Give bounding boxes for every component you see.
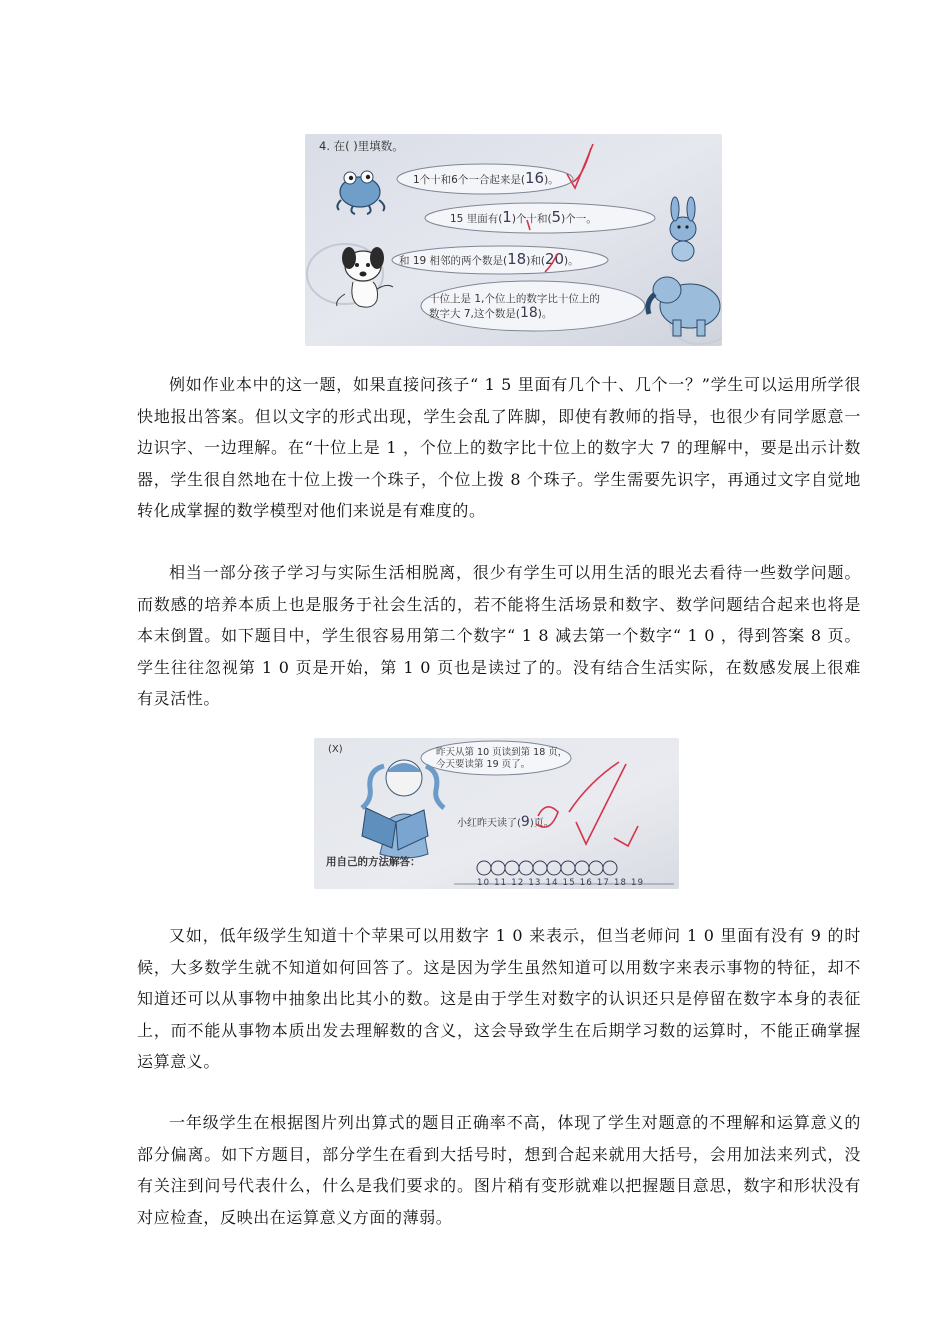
- fig2-bubble-line2: 今天要读第 19 页了。: [436, 759, 531, 770]
- worksheet-photo-reading-pages: [314, 738, 679, 889]
- fig2-method-label: 用自己的方法解答：: [326, 856, 421, 868]
- worksheet-photo-drawing: [305, 134, 722, 346]
- fig1-bubble3-b: )和(: [526, 255, 545, 267]
- fig2-question-a: 小红昨天读了(: [457, 818, 521, 829]
- fig1-bubble3-a: 和 19 相邻的两个数是(: [399, 255, 508, 267]
- fig1-bubble4-line2-a: 数字大 7,这个数是(: [429, 308, 520, 320]
- fig1-bubble3-c: )。: [564, 255, 579, 267]
- paragraph-4: 一年级学生在根据图片列出算式的题目正确率不高，体现了学生对题意的不理解和运算意义的部分偏离。如下方题目，部分学生在看到大括号时，想到合起来就用大括号，会用加法来列式，没有关注到问号代表什么，什么是我们要求的。图片稍有变形就难以把握题目意思，数字和形状没有对应检查，反映出在运算意义方面的薄弱。: [137, 1113, 861, 1227]
- fig1-bubble1-answer: 16: [524, 169, 545, 187]
- svg-text:数字大 7,这个数是(18)。: [429, 305, 552, 321]
- fig1-bubble2-answer1: 1: [502, 208, 512, 226]
- fig1-bubble4-answer: 18: [519, 305, 538, 321]
- paragraph-2: 相当一部分孩子学习与实际生活相脱离，很少有学生可以用生活的眼光去看待一些数学问题。而数感的培养本质上也是服务于社会生活的，若不能将生活场景和数字、数学问题结合起来也将是本末倒置。如下题目中，学生很容易用第二个数字“ 1 8 减去第一个数字“ 1 0 ，得到答案 8 页。学生往往忽视第 1 0 页是开始，第 1 0 页也是读过了的。没有结合生活实际，在数感发展上很难有灵活性。: [137, 563, 861, 708]
- fig1-heading: 4. 在( )里填数。: [319, 139, 404, 153]
- fig2-question-b: )页。: [529, 818, 554, 829]
- fig1-bubble2-c: )个一。: [561, 213, 597, 225]
- worksheet-photo-fill-in-numbers: [305, 134, 722, 346]
- worksheet-photo-drawing-2: [314, 738, 679, 889]
- fig2-work-numbers: 10 11 12 13 14 15 16 17 18 19: [477, 878, 645, 888]
- fig2-question-answer: 9: [520, 814, 530, 830]
- paragraph-1: 例如作业本中的这一题，如果直接问孩子“ 1 5 里面有几个十、几个一？”学生可以运用所学很快地报出答案。但以文字的形式出现，学生会乱了阵脚，即使有教师的指导，也很少有同学愿意一边识字、一边理解。在“十位上是 1 ，个位上的数字比十位上的数字大 7 的理解中，要是出示计数器，学生很自然地在十位上拨一个珠子，个位上拨 8 个珠子。学生需要先识字，再通过文字自觉地转化成掌握的数学模型对他们来说是有难度的。: [137, 375, 861, 520]
- fig1-bubble2-b: )个十和(: [511, 213, 552, 225]
- fig1-bubble2-answer2: 5: [551, 208, 562, 226]
- fig1-bubble3-answer2: 20: [544, 250, 565, 268]
- fig1-bubble1-end: )。: [544, 174, 559, 186]
- fig1-bubble2-a: 15 里面有(: [450, 213, 503, 225]
- fig2-bubble-line1: 昨天从第 10 页读到第 18 页，: [436, 747, 568, 758]
- fig1-bubble4-line2-b: )。: [537, 308, 553, 320]
- fig2-label: (X): [328, 744, 343, 755]
- paragraph-3: 又如，低年级学生知道十个苹果可以用数字 1 0 来表示，但当老师问 1 0 里面有没有 9 的时候，大多数学生就不知道如何回答了。这是因为学生虽然知道可以用数字来表示事物的特征，却不知道还可以从事物中抽象出比其小的数。这是由于学生对数字的认识还只是停留在数字本身的表征上，而不能从事物本质出发去理解数的含义，这会导致学生在后期学习数的运算时，不能正确掌握运算意义。: [137, 926, 861, 1071]
- fig1-bubble4-line1: 十位上是 1,个位上的数字比十位上的: [429, 293, 600, 305]
- fig1-bubble3-answer1: 18: [507, 250, 527, 268]
- fig1-bubble1-text: 1个十和6个一合起来是(: [413, 174, 525, 186]
